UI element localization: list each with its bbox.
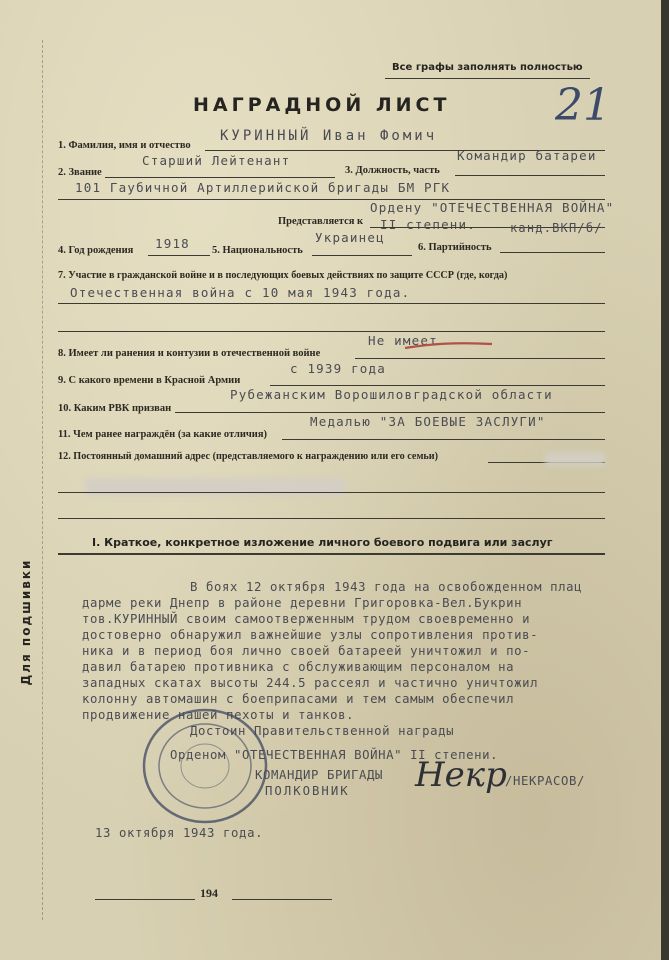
field-1-label: 1. Фамилия, имя и отчество [58, 140, 191, 151]
redacted-address [85, 478, 345, 496]
field-7-line-1 [58, 303, 605, 304]
field-4-value: 1918 [155, 236, 190, 251]
body-line-7: западных скатах высоты 244.5 рассеял и частично уничтожил [82, 676, 539, 690]
field-1-value: КУРИННЫЙ Иван Фомич [220, 128, 438, 144]
field-4-line [148, 255, 210, 256]
field-12-line-2 [58, 492, 605, 493]
body-line-5: ника и в период боя лично своей батареей уничтожил и по- [82, 644, 531, 658]
signature-position: КОМАНДИР БРИГАДЫ [255, 768, 384, 782]
instruction-note: Все графы заполнять полностью [392, 62, 583, 73]
field-2-value: Старший Лейтенант [142, 153, 291, 168]
presented-label: Представляется к [278, 216, 364, 227]
field-11-line [282, 439, 605, 440]
presented-degree: II степени. [380, 217, 476, 232]
body-line-1: В боях 12 октября 1943 года на освобожденном плац [190, 580, 583, 594]
field-3-line [455, 175, 605, 176]
field-7-label: 7. Участие в гражданской войне и в последующих боевых действиях по защите СССР (где, когда) [58, 270, 508, 281]
field-12-line-3 [58, 518, 605, 519]
field-8-value: Не имеет [368, 333, 438, 348]
red-pencil-mark [400, 330, 500, 360]
field-8-line [355, 358, 605, 359]
field-6-label: 6. Партийность [418, 242, 492, 253]
paper-edge [661, 0, 669, 960]
section-underline [58, 553, 605, 555]
signature-name: /НЕКРАСОВ/ [505, 774, 586, 788]
body-line-10: Достоин Правительственной награды [190, 724, 455, 738]
field-5-line [312, 255, 412, 256]
field-7-value: Отечественная война с 10 мая 1943 года. [70, 285, 411, 300]
page-title: НАГРАДНОЙ ЛИСТ [193, 94, 451, 116]
body-line-6: давил батарею противника с обслуживающим персоналом на [82, 660, 515, 674]
body-line-9: продвижение нашей пехоты и танков. [82, 708, 355, 722]
field-10-line [175, 412, 605, 413]
instruction-underline [385, 78, 590, 79]
field-11-value: Медалью "ЗА БОЕВЫЕ ЗАСЛУГИ" [310, 414, 546, 429]
field-6-value: канд.ВКП/б/ [510, 221, 603, 235]
field-2-line [105, 177, 335, 178]
field-5-value: Украинец [315, 230, 385, 245]
body-line-3: тов.КУРИННЫЙ своим самоотверженным трудом своевременно и [82, 612, 531, 626]
field-3-value: Командир батареи [457, 148, 597, 163]
section-title: I. Краткое, конкретное изложение личного боевого подвига или заслуг [92, 536, 553, 549]
field-6-line [500, 252, 605, 253]
field-4-label: 4. Год рождения [58, 245, 134, 256]
binding-margin-line [42, 40, 43, 920]
field-3-label: 3. Должность, часть [345, 165, 440, 176]
body-line-2: дарме реки Днепр в районе деревни Григоровка-Вел.Букрин [82, 596, 523, 610]
field-9-value: с 1939 года [290, 361, 386, 376]
footer-line-1 [95, 899, 195, 900]
signature-date: 13 октября 1943 года. [95, 826, 264, 840]
body-line-8: колонну автомашин с боеприпасами и тем самым обеспечил [82, 692, 515, 706]
official-seal [140, 705, 270, 827]
handwritten-signature: Некр [415, 755, 507, 795]
handwritten-number: 21 [555, 80, 611, 131]
footer-year: 194 [200, 886, 218, 900]
field-11-label: 11. Чем ранее награждён (за какие отличия) [58, 429, 268, 440]
signature-rank: ПОЛКОВНИК [265, 784, 350, 798]
field-10-value: Рубежанским Ворошиловградской области [230, 387, 553, 402]
field-2-label: 2. Звание [58, 167, 102, 178]
field-9-line [270, 385, 605, 386]
redacted-address-2 [545, 452, 605, 466]
field-3-value-cont: 101 Гаубичной Артиллерийской бригады БМ РГК [75, 180, 451, 195]
field-9-label: 9. С какого времени в Красной Армии [58, 375, 241, 386]
field-10-label: 10. Каким РВК призван [58, 403, 172, 414]
presented-value: Ордену "ОТЕЧЕСТВЕННАЯ ВОЙНА" [370, 200, 615, 215]
field-7-line-2 [58, 331, 605, 332]
footer-line-2 [232, 899, 332, 900]
field-12-label: 12. Постоянный домашний адрес (представляемого к награждению или его семьи) [58, 451, 439, 462]
field-5-label: 5. Национальность [212, 245, 303, 256]
body-line-4: достоверно обнаружил важнейшие узлы сопротивления против- [82, 628, 539, 642]
margin-binding-label: Для подшивки [19, 558, 33, 686]
field-8-label: 8. Имеет ли ранения и контузии в отечественной войне [58, 348, 321, 359]
body-line-11: Орденом "ОТЕЧЕСТВЕННАЯ ВОЙНА" II степени. [170, 748, 499, 762]
